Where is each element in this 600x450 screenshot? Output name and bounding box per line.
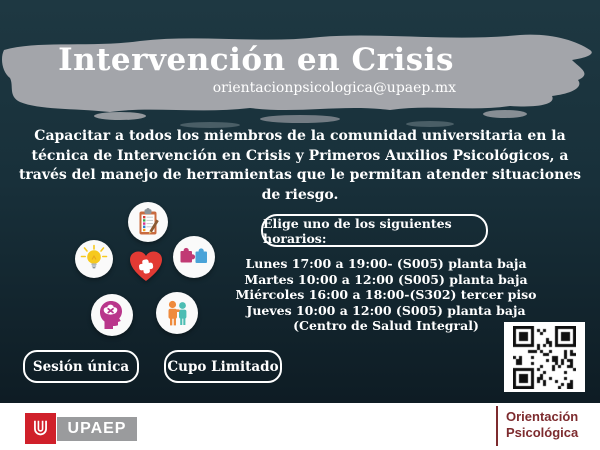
schedule-item-thursday: Jueves 10:00 a 12:00 (S005) planta baja: [246, 302, 526, 318]
qr-code-panel: [504, 322, 585, 392]
upaep-u-icon: [25, 413, 56, 444]
footer-divider-line: [496, 406, 498, 446]
puzzle-pieces-icon: [173, 236, 215, 282]
brush-stroke-banner: [0, 24, 600, 134]
heart-cross-icon: [128, 250, 164, 288]
lightbulb-icon: [75, 240, 113, 282]
unit-name-line1: Orientación: [506, 409, 579, 424]
head-brain-icon: [91, 294, 133, 340]
footer-bar: [0, 403, 600, 450]
schedule-prompt-box: [261, 214, 488, 247]
people-icon: [156, 292, 198, 338]
schedule-item-tuesday: Martes 10:00 a 12:00 (S005) planta baja: [244, 271, 528, 287]
schedule-item-monday: Lunes 17:00 a 19:00- (S005) planta baja: [245, 256, 527, 271]
description-text: Capacitar a todos los miembros de la comunidad universitaria en la técnica de Intervención en Crisis y Primeros Auxilios Psicológicos, a través del manejo de herramientas que le permitan atender situaciones de riesgo.: [18, 128, 582, 203]
page-title: Intervención en Crisis: [58, 42, 454, 78]
badge-limited-capacity-label: Cupo Limitado: [167, 358, 279, 375]
upaep-logo: [25, 413, 137, 444]
schedule-prompt-label: Elige uno de los siguientes horarios:: [263, 215, 452, 246]
badge-single-session-label: Sesión única: [32, 358, 130, 375]
upaep-wordmark: UPAEP: [57, 417, 137, 441]
unit-name-line2: Psicológica: [506, 424, 579, 440]
qr-code: [513, 326, 576, 389]
schedule-item-location: (Centro de Salud Integral): [293, 318, 479, 333]
unit-block: [496, 406, 578, 446]
schedule-item-wednesday: Miércoles 16:00 a 18:00-(S302) tercer piso: [235, 287, 537, 302]
unit-name: [506, 406, 578, 446]
contact-email: orientacionpsicologica@upaep.mx: [212, 80, 456, 96]
schedule-list: [236, 256, 536, 334]
badge-single-session: [23, 350, 139, 383]
badge-limited-capacity: [164, 350, 282, 383]
clipboard-checklist-icon: [128, 202, 168, 246]
